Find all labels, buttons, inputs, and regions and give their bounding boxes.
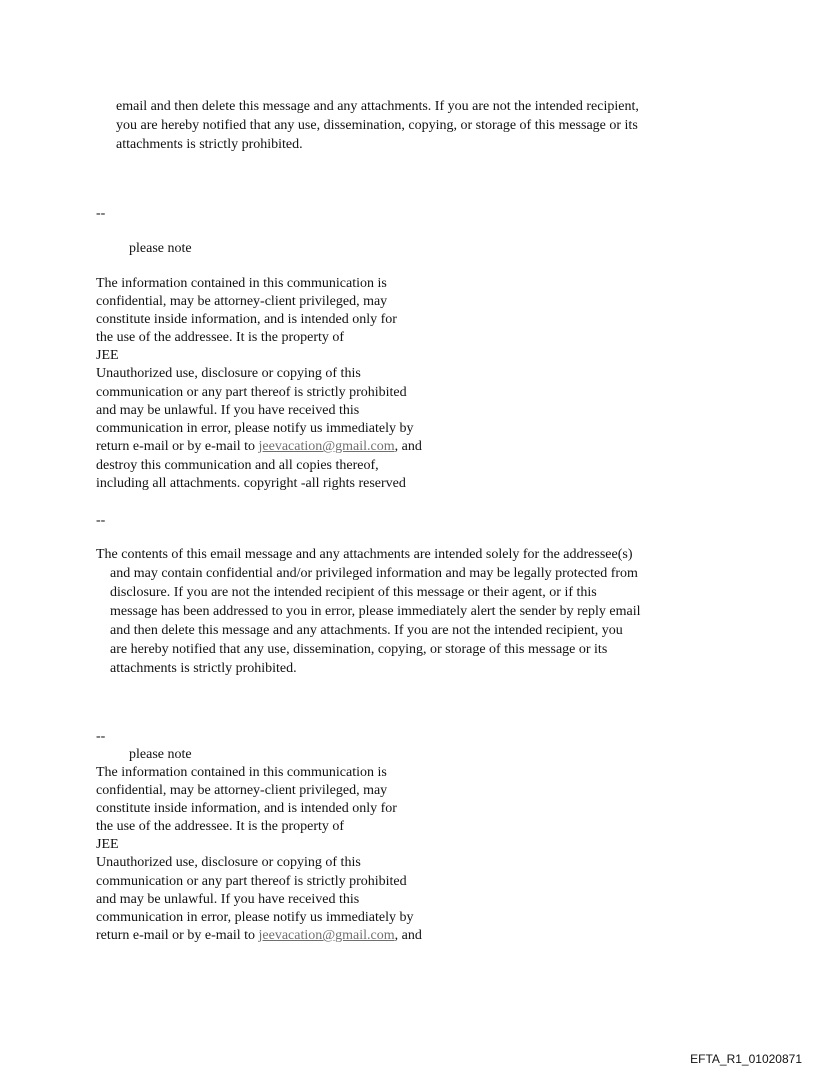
disclaimer-line: you are hereby notified that any use, dissemination, copying, or storage of this message or its — [116, 118, 638, 133]
note-line: constitute inside information, and is intended only for — [96, 801, 397, 816]
note-line: the use of the addressee. It is the property of — [96, 819, 345, 834]
note-line: constitute inside information, and is intended only for — [96, 312, 397, 327]
email-prefix: return e-mail or by e-mail to — [96, 439, 259, 454]
note-line: and may be unlawful. If you have received this — [96, 403, 360, 418]
disclaimer-line: are hereby notified that any use, dissemination, copying, or storage of this message or its — [110, 642, 608, 657]
note-email-line — [96, 927, 422, 945]
note-line: JEE — [96, 837, 119, 852]
email-link[interactable]: jeevacation@gmail.com — [258, 928, 395, 943]
disclaimer-line: attachments is strictly prohibited. — [116, 137, 303, 152]
note-line: destroy this communication and all copies thereof, — [96, 458, 379, 473]
note-email-line — [96, 438, 422, 456]
document-id: EFTA_R1_01020871 — [690, 1052, 802, 1066]
note-line: The information contained in this communication is — [96, 765, 387, 780]
separator: -- — [96, 513, 106, 528]
note-line: confidential, may be attorney-client privileged, may — [96, 294, 388, 309]
disclaimer-line: message has been addressed to you in error, please immediately alert the sender by reply email — [110, 604, 641, 619]
note-line: Unauthorized use, disclosure or copying of this — [96, 366, 361, 381]
disclaimer-line: disclosure. If you are not the intended recipient of this message or their agent, or if this — [110, 585, 597, 600]
note-line: the use of the addressee. It is the property of — [96, 330, 345, 345]
note-line: communication in error, please notify us immediately by — [96, 910, 414, 925]
email-suffix: , and — [394, 928, 422, 943]
disclaimer-line: email and then delete this message and any attachments. If you are not the intended recipient, — [116, 99, 639, 114]
email-prefix: return e-mail or by e-mail to — [96, 928, 259, 943]
disclaimer-line: and may contain confidential and/or privileged information and may be legally protected from — [110, 566, 638, 581]
note-line: Unauthorized use, disclosure or copying of this — [96, 855, 361, 870]
note-line: JEE — [96, 348, 119, 363]
note-line: communication or any part thereof is strictly prohibited — [96, 874, 407, 889]
disclaimer-line: and then delete this message and any attachments. If you are not the intended recipient, you — [110, 623, 623, 638]
separator: -- — [96, 206, 106, 221]
note-line: The information contained in this communication is — [96, 276, 387, 291]
disclaimer-line: The contents of this email message and any attachments are intended solely for the addressee(s) — [96, 547, 633, 562]
email-suffix: , and — [394, 439, 422, 454]
separator: -- — [96, 729, 106, 744]
note-heading: please note — [129, 241, 192, 256]
note-line: and may be unlawful. If you have received this — [96, 892, 360, 907]
email-link[interactable]: jeevacation@gmail.com — [258, 439, 395, 454]
note-heading: please note — [129, 747, 192, 762]
note-line: including all attachments. copyright -all rights reserved — [96, 476, 406, 491]
note-line: communication in error, please notify us immediately by — [96, 421, 414, 436]
note-line: communication or any part thereof is strictly prohibited — [96, 385, 407, 400]
note-line: confidential, may be attorney-client privileged, may — [96, 783, 388, 798]
disclaimer-line: attachments is strictly prohibited. — [110, 661, 297, 676]
